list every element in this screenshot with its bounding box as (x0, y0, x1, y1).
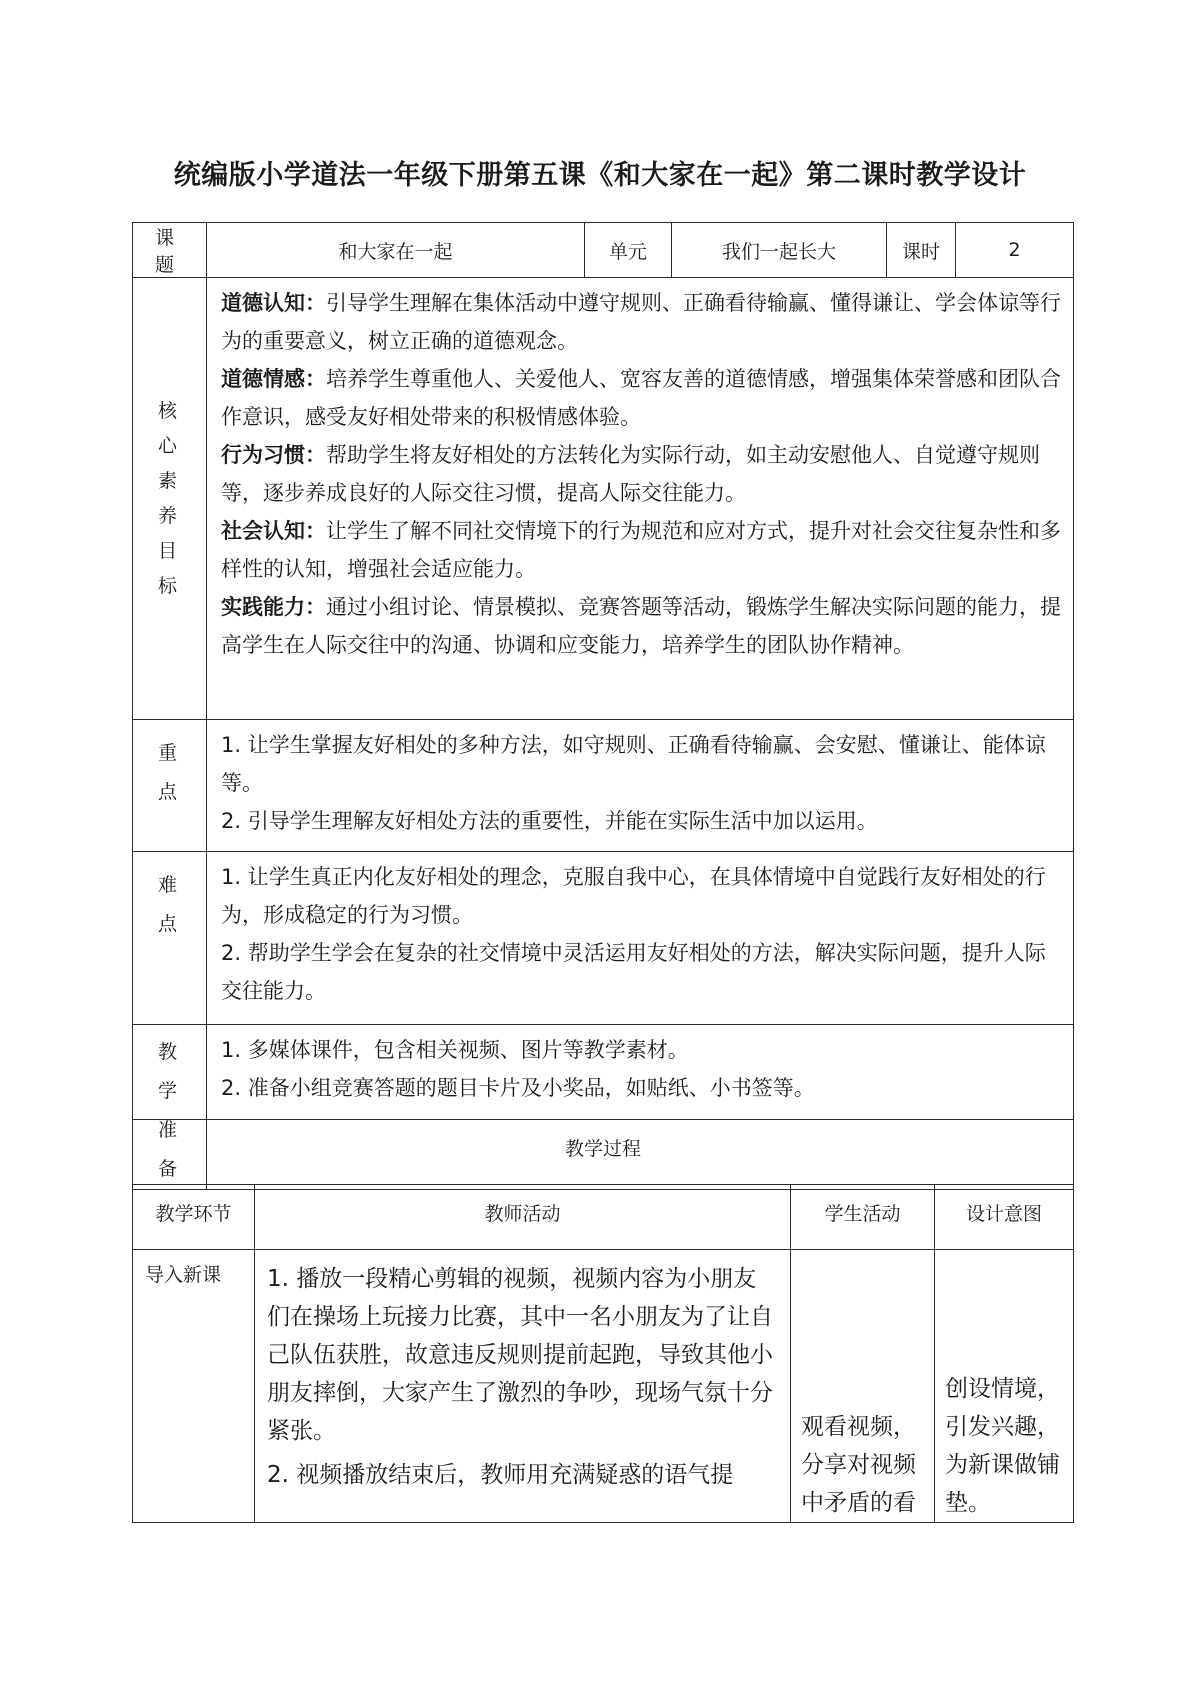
col-header-student: 学生活动 (791, 1185, 935, 1250)
prep-item: 2. 准备小组竞赛答题的题目卡片及小奖品，如贴纸、小书签等。 (221, 1076, 815, 1100)
difficult-point-item: 1. 让学生真正内化友好相处的理念，克服自我中心，在具体情境中自觉践行友好相处的行为，形成稳定的行为习惯。 (221, 865, 1046, 927)
period-value: 2 (956, 223, 1074, 278)
goal-text: 引导学生理解在集体活动中遵守规则、正确看待输赢、懂得谦让、学会体谅等行为的重要意义，树立正确的道德观念。 (221, 291, 1061, 353)
info-row (133, 223, 1074, 278)
teaching-process-table (132, 1119, 1074, 1523)
col-header-stage: 教学环节 (133, 1185, 255, 1250)
core-goals-row (133, 278, 1074, 720)
goal-head: 社会认知： (221, 519, 326, 543)
goal-text: 通过小组讨论、情景模拟、竞赛答题等活动，锻炼学生解决实际问题的能力，提高学生在人际交往中的沟通、协调和应变能力，培养学生的团队协作精神。 (221, 595, 1061, 657)
topic-label: 课 题 (133, 223, 207, 278)
process-row (133, 1250, 1074, 1523)
topic-value: 和大家在一起 (207, 223, 585, 278)
difficult-point-item: 2. 帮助学生学会在复杂的社交情境中灵活运用友好相处的方法，解决实际问题，提升人际交往能力。 (221, 941, 1046, 1003)
goal-item (221, 588, 1063, 664)
goal-head: 道德认知： (221, 291, 326, 315)
goal-item (221, 360, 1063, 436)
goal-item (221, 284, 1063, 360)
label-line: 教 学 (157, 1041, 191, 1102)
unit-label: 单元 (585, 223, 672, 278)
goal-text: 让学生了解不同社交情境下的行为规范和应对方式，提升对社会交往复杂性和多样性的认知，增强社会适应能力。 (221, 519, 1061, 581)
teacher-activity-cell (255, 1250, 791, 1523)
goal-head: 行为习惯： (221, 443, 326, 467)
goal-text: 培养学生尊重他人、关爱他人、宽容友善的道德情感，增强集体荣誉感和团队合作意识，感受友好相处带来的积极情感体验。 (221, 367, 1061, 429)
label-line: 核 心 (157, 399, 191, 457)
label-line: 准 备 (157, 1119, 191, 1180)
unit-value: 我们一起长大 (672, 223, 887, 278)
period-label: 课时 (887, 223, 956, 278)
goal-item (221, 512, 1063, 588)
teacher-step: 2. 视频播放结束后，教师用充满疑惑的语气提 (267, 1462, 734, 1488)
core-goals-label (133, 278, 207, 720)
design-intent-cell: 创设情境，引发兴趣，为新课做铺垫。 (935, 1250, 1074, 1523)
student-activity-cell: 观看视频，分享对视频中矛盾的看 (791, 1250, 935, 1523)
goal-head: 道德情感： (221, 367, 326, 391)
difficult-points-content (207, 852, 1074, 1025)
label-line: 素 养 (157, 469, 191, 527)
difficult-points-label: 难 点 (133, 852, 207, 1025)
label-line: 目 标 (157, 539, 191, 597)
key-point-item: 1. 让学生掌握友好相处的多种方法，如守规则、正确看待输赢、会安慰、懂谦让、能体谅等。 (221, 733, 1046, 795)
col-header-teacher: 教师活动 (255, 1185, 791, 1250)
difficult-points-row (133, 852, 1074, 1025)
goal-head: 实践能力： (221, 595, 326, 619)
page-title: 统编版小学道法一年级下册第五课《和大家在一起》第二课时教学设计 (173, 160, 1027, 191)
key-points-row (133, 720, 1074, 852)
stage-cell: 导入新课 (133, 1250, 255, 1523)
key-point-item: 2. 引导学生理解友好相处方法的重要性，并能在实际生活中加以运用。 (221, 809, 878, 833)
process-header: 教学过程 (133, 1120, 1074, 1185)
key-points-content (207, 720, 1074, 852)
teacher-step: 1. 播放一段精心剪辑的视频，视频内容为小朋友们在操场上玩接力比赛，其中一名小朋友为了让自己队伍获胜，故意违反规则提前起跑，导致其他小朋友摔倒，大家产生了激烈的争吵，现场气氛十分紧张。 (267, 1266, 773, 1444)
prep-item: 1. 多媒体课件，包含相关视频、图片等教学素材。 (221, 1038, 689, 1062)
goal-text: 帮助学生将友好相处的方法转化为实际行动，如主动安慰他人、自觉遵守规则等，逐步养成良好的人际交往习惯，提高人际交往能力。 (221, 443, 1040, 505)
goal-item (221, 436, 1063, 512)
key-points-label: 重 点 (133, 720, 207, 852)
process-columns-row (133, 1185, 1074, 1250)
lesson-info-table (132, 222, 1074, 1190)
core-goals-content (207, 278, 1074, 720)
process-header-row (133, 1120, 1074, 1185)
col-header-intent: 设计意图 (935, 1185, 1074, 1250)
